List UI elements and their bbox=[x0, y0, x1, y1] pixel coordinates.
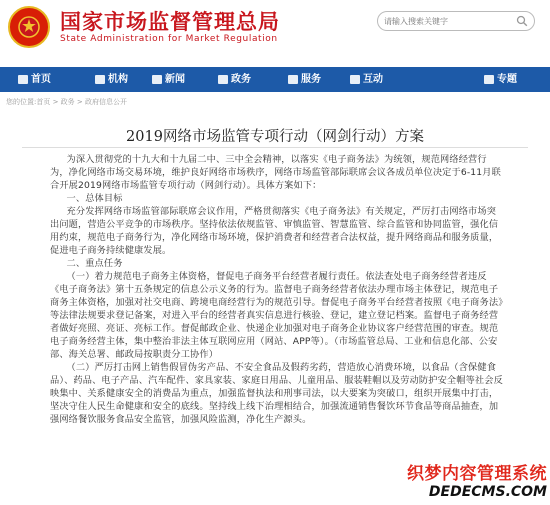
nav-item-label: 服务 bbox=[301, 74, 321, 85]
nav-item-topics[interactable] bbox=[484, 67, 517, 92]
article-paragraph: （二）严厉打击网上销售假冒伪劣产品、不安全食品及假药劣药，营造放心消费环境，以食品（含保健食品）、药品、电子产品、汽车配件、家具家装、家庭日用品、儿童用品、服装鞋帽以及劳动防护安全帽等社会反映集中、关系健康安全的消费品为重点，加强监督执法和刑事司法，以大要案为突破口，组织开展集中打击，坚决守住人民生命健康和安全的底线。坚持线上线下治理相结合，加强流通销售餐饮环节食品等商品抽查，加强网络餐饮服务食品安全监管，加强风险监测，净化生产源头。 bbox=[50, 362, 503, 425]
article-body bbox=[50, 153, 505, 426]
nav-item-label: 机构 bbox=[108, 74, 128, 85]
title-divider bbox=[22, 147, 528, 148]
site-header bbox=[0, 0, 550, 62]
article-paragraph: （一）着力规范电子商务主体资格，督促电子商务平台经营者履行责任。依法查处电子商务经营者违反《电子商务法》第十五条规定的信息公示义务的行为。监督电子商务经营者依法办理市场主体登记，规范电子商务主体资格，加强对社交电商、跨境电商经营行为的规范引导。督促电子商务平台经营者按照《电子商务法》等法律法规要求登记备案，对进入平台的经营者真实信息进行核验、登记，建立登记档案。监督电子商务经营者做好亮照、亮证、亮标工作。督促邮政企业、快递企业加强对电子商务企业协议客户经营范围的审查。规范电子商务经营主体，集中整治非法主体互联网应用（网站、APP等）。（市场监管总局、工业和信息化部、公安部、海关总署、邮政局按职责分工协作） bbox=[50, 271, 503, 360]
nav-item-label: 政务 bbox=[231, 74, 251, 85]
article-paragraph: 充分发挥网络市场监管部际联席会议作用，严格贯彻落实《电子商务法》有关规定，严厉打击网络市场突出问题，营造公平竞争的市场秩序。坚持依法依规监管、审慎监管、智慧监管、综合监管和协同监管，强化信用约束，规范电子商务行为，净化网络市场环境，保护消费者和经营者合法权益，提升网络商品和服务质量，促进电子商务持续健康发展。 bbox=[50, 206, 499, 256]
nav-item-home[interactable] bbox=[18, 67, 51, 92]
search-input[interactable] bbox=[384, 14, 508, 28]
nav-item-label: 互动 bbox=[363, 74, 383, 85]
nav-item-government-affairs[interactable] bbox=[218, 67, 251, 92]
breadcrumb[interactable]: 您的位置:首页 > 政务 > 政府信息公开 bbox=[6, 98, 127, 106]
search-box bbox=[377, 11, 535, 31]
chat-icon bbox=[350, 75, 360, 84]
nav-item-label: 首页 bbox=[31, 74, 51, 85]
news-icon bbox=[152, 75, 162, 84]
article-title: 2019网络市场监管专项行动（网剑行动）方案 bbox=[126, 129, 424, 145]
section-heading: 二、重点任务 bbox=[66, 258, 123, 269]
search-icon[interactable] bbox=[516, 15, 528, 27]
service-icon bbox=[288, 75, 298, 84]
topic-icon bbox=[484, 75, 494, 84]
nav-item-services[interactable] bbox=[288, 67, 321, 92]
site-subtitle: State Administration for Market Regulation bbox=[60, 34, 278, 44]
home-icon bbox=[18, 75, 28, 84]
watermark-en: DEDECMS.COM bbox=[428, 484, 547, 500]
nav-item-news[interactable] bbox=[152, 67, 185, 92]
watermark bbox=[407, 459, 547, 500]
section-heading: 一、总体目标 bbox=[66, 193, 123, 204]
building-icon bbox=[95, 75, 105, 84]
article-paragraph: 为深入贯彻党的十九大和十九届二中、三中全会精神，以落实《电子商务法》为统领，规范网络经营行为，净化网络市场交易环境，维护良好网络市场秩序，网络市场监管部际联席会议各成员单位决定于6-11月联合开展2019网络市场监管专项行动（网剑行动）。具体方案如下： bbox=[50, 154, 501, 191]
main-nav bbox=[0, 67, 550, 92]
nav-item-interaction[interactable] bbox=[350, 67, 383, 92]
national-emblem-icon[interactable] bbox=[8, 6, 50, 48]
document-icon bbox=[218, 75, 228, 84]
site-title[interactable]: 国家市场监督管理总局 bbox=[60, 9, 280, 34]
nav-item-label: 专题 bbox=[497, 74, 517, 85]
nav-item-organization[interactable] bbox=[95, 67, 128, 92]
article-panel bbox=[0, 107, 550, 505]
watermark-cn: 织梦内容管理系统 bbox=[407, 464, 547, 484]
nav-item-label: 新闻 bbox=[165, 74, 185, 85]
